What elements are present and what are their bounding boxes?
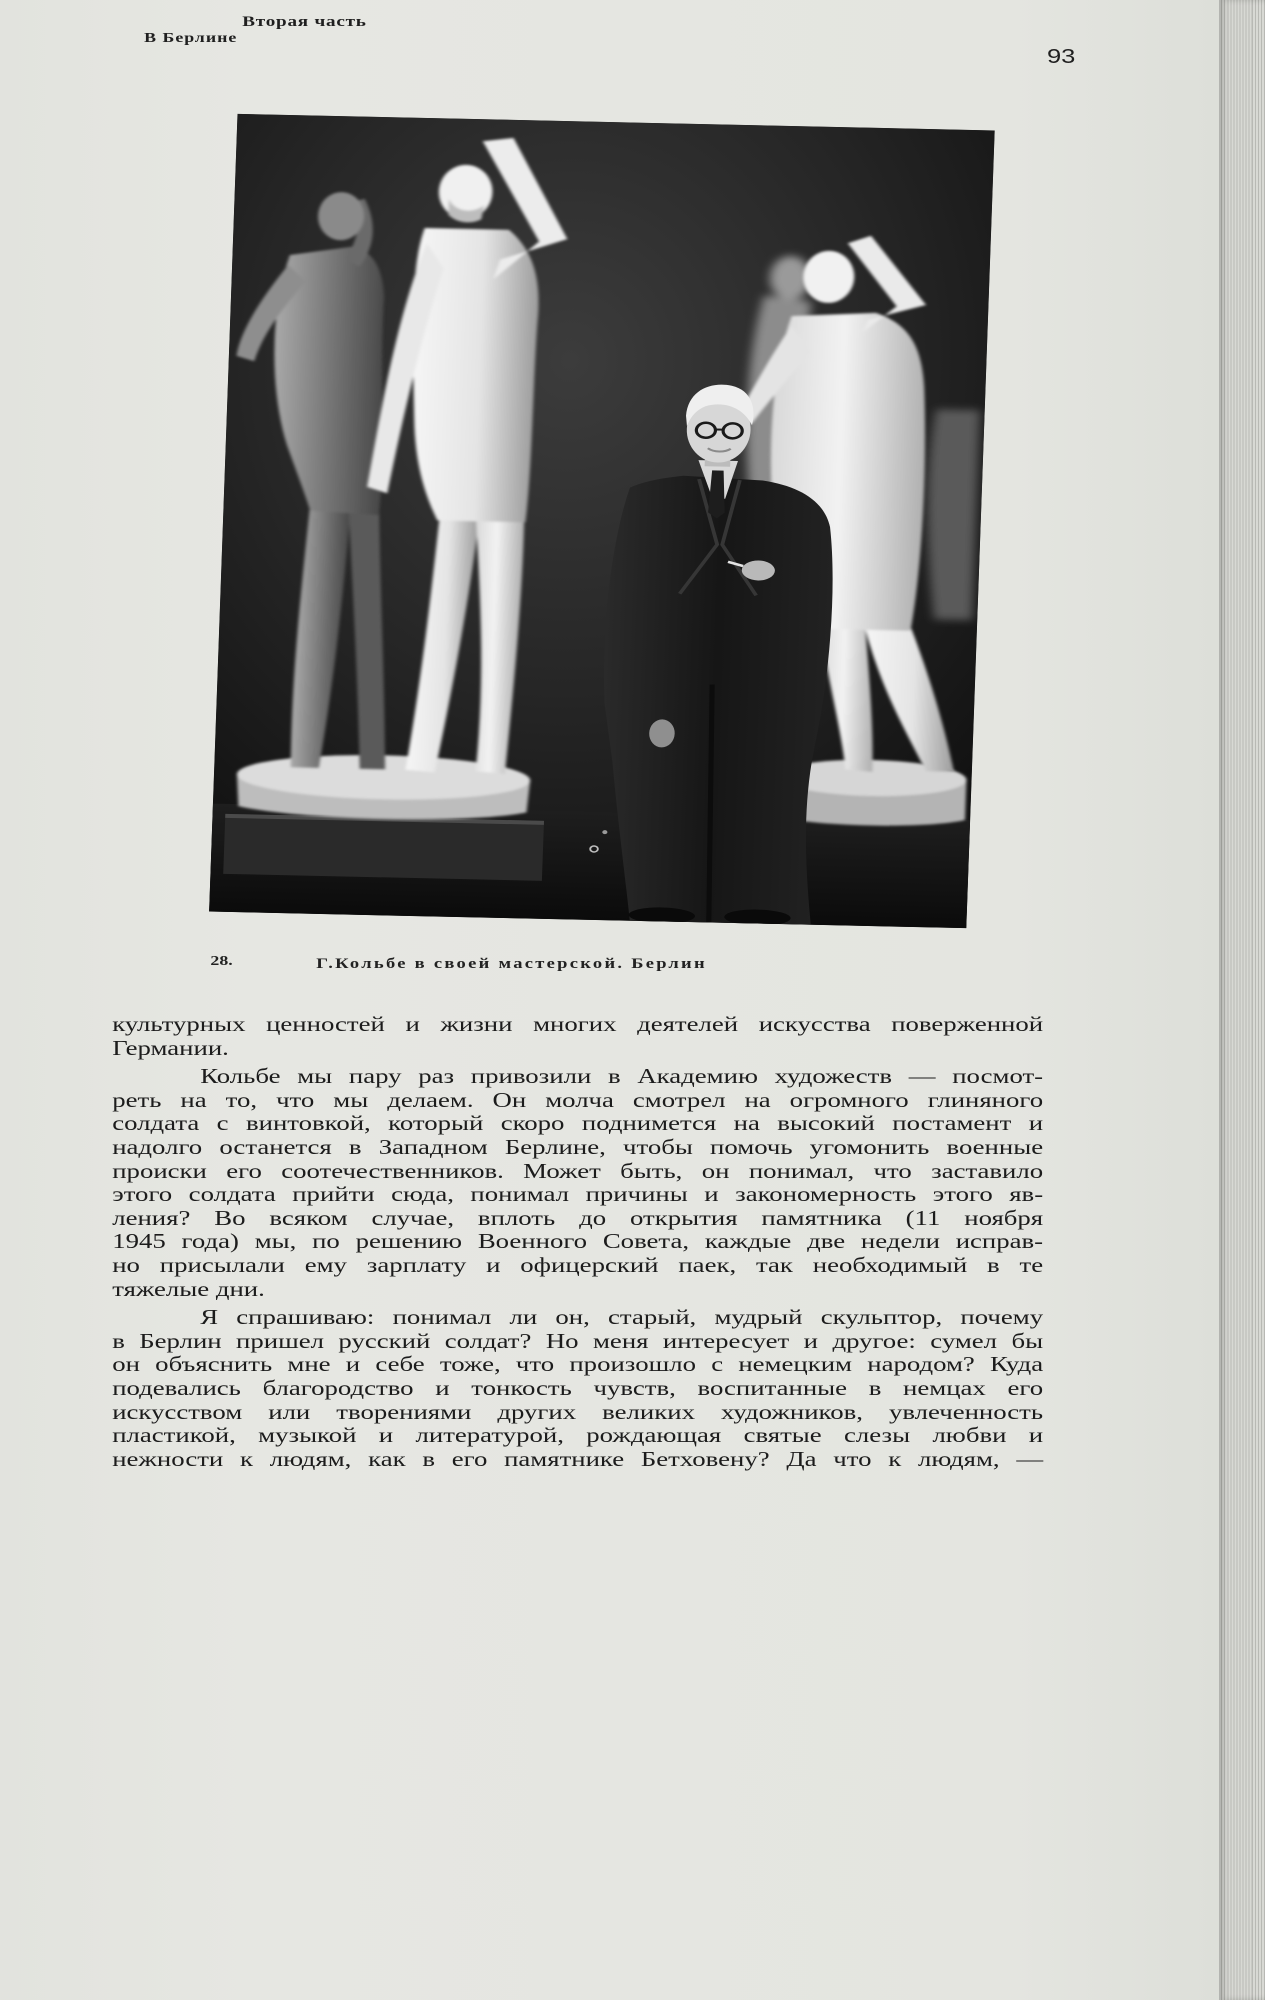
photo-illustration [209,114,995,928]
text-line: Я спрашиваю: понимал ли он, старый, мудрый скульптор, почему [200,1305,1044,1330]
text-line: подевались благородство и тонкость чувств, воспитанные в немцах его [112,1375,1044,1400]
text-line: надолго останется в Западном Берлине, чтобы помочь угомонить военные [112,1134,1044,1159]
left-platform [223,814,544,881]
paragraph [112,1306,1043,1471]
page-number: 93 [1046,46,1076,68]
text-line: культурных ценностей и жизни многих деятелей искусства поверженной [112,1012,1044,1036]
text-line: Кольбе мы пару раз привозили в Академию художеств — посмот- [200,1064,1044,1089]
text-line: тяжелые дни. [112,1276,265,1301]
text-line: солдата с винтовкой, который скоро поднимется на высокий постамент и [112,1111,1044,1136]
text-line: нежности к людям, как в его памятнике Бетховену? Да что к людям, — [112,1446,1044,1471]
text-line: происки его соотечественников. Может быть, он понимал, что заставило [112,1158,1044,1183]
text-line: этого солдата прийти сюда, понимал причины и закономерность этого яв- [112,1182,1044,1207]
text-line: Германии. [112,1035,229,1060]
figure-caption: Г.Кольбе в своей мастерской. Берлин [316,956,707,972]
running-header-part: Вторая часть [242,14,367,30]
background-figure-shape [923,409,979,620]
text-line: ления? Во всяком случае, вплоть до открытия памятника (11 ноября [112,1205,1044,1230]
text-line: пластикой, музыкой и литературой, рождающая святые слезы любви и [112,1423,1044,1448]
platform-slab [223,814,544,881]
photo-sculptor-in-studio [209,114,995,928]
text-line: реть на то, что мы делаем. Он молча смотрел на огромного глиняного [112,1087,1044,1112]
paragraph [112,1013,1043,1060]
text-line: в Берлин пришел русский солдат? Но меня интересует и другое: сумел бы [112,1328,1044,1353]
paragraph [112,1065,1043,1301]
page-edges [1219,0,1265,2000]
text-line: он объяснить мне и себе тоже, что произошло с немецким народом? Куда [112,1352,1044,1377]
body-text [112,1013,1043,1471]
text-line: 1945 года) мы, по решению Военного Совета, каждые две недели исправ- [112,1229,1044,1254]
figure-number: 28. [210,954,233,969]
text-line: искусством или творениями других великих художников, увлеченность [112,1399,1044,1424]
text-line: но присылали ему зарплату и офицерский паек, так необходимый в те [112,1252,1044,1277]
running-header-chapter: В Берлине [144,31,238,46]
